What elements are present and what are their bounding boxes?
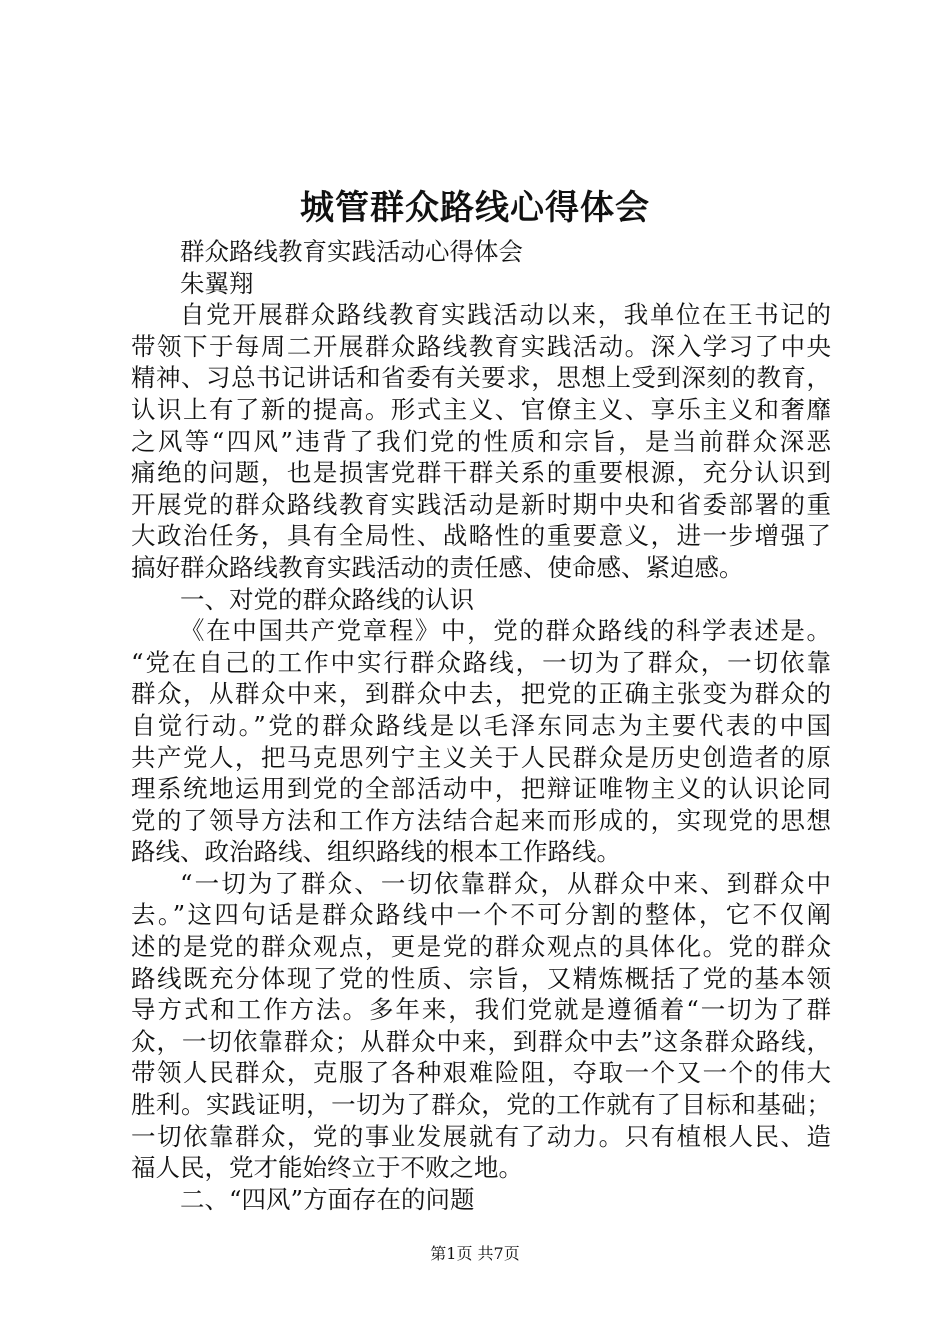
body-text-line: 自觉行动。”党的群众路线是以毛泽东同志为主要代表的中国 bbox=[131, 710, 831, 740]
body-text-line: 述的是党的群众观点，更是党的群众观点的具体化。党的群众 bbox=[131, 932, 831, 962]
body-text-line: 共产党人，把马克思列宁主义关于人民群众是历史创造者的原 bbox=[131, 742, 831, 772]
body-text-line: 带领人民群众，克服了各种艰难险阻，夺取一个又一个的伟大 bbox=[131, 1058, 831, 1088]
body-text-line: 痛绝的问题，也是损害党群干群关系的重要根源，充分认识到 bbox=[131, 458, 831, 488]
body-text-line: 搞好群众路线教育实践活动的责任感、使命感、紧迫感。 bbox=[131, 552, 744, 582]
body-text-line: 朱翼翔 bbox=[180, 268, 254, 298]
body-text-line: 群众，从群众中来，到群众中去，把党的正确主张变为群众的 bbox=[131, 679, 831, 709]
body-text-line: 胜利。实践证明，一切为了群众，党的工作就有了目标和基础； bbox=[131, 1090, 831, 1120]
body-text-line: 群众路线教育实践活动心得体会 bbox=[180, 237, 523, 266]
body-text-line: 路线既充分体现了党的性质、宗旨，又精炼概括了党的基本领 bbox=[131, 963, 831, 993]
body-text-line: 导方式和工作方法。多年来，我们党就是遵循着“一切为了群 bbox=[131, 995, 831, 1025]
body-text-line: 大政治任务，具有全局性、战略性的重要意义，进一步增强了 bbox=[131, 521, 831, 551]
body-text-line: “一切为了群众、一切依靠群众，从群众中来、到群众中 bbox=[180, 868, 831, 898]
body-text-line: 开展党的群众路线教育实践活动是新时期中央和省委部署的重 bbox=[131, 489, 831, 519]
body-text-line: 福人民，党才能始终立于不败之地。 bbox=[131, 1153, 523, 1183]
document-body bbox=[131, 236, 831, 1215]
body-text-line: 理系统地运用到党的全部活动中，把辩证唯物主义的认识论同 bbox=[131, 774, 831, 804]
page-footer: 第1页 共7页 bbox=[430, 1244, 520, 1263]
body-text-line: 去。”这四句话是群众路线中一个不可分割的整体，它不仅阐 bbox=[131, 900, 831, 930]
body-text-line: 带领下于每周二开展群众路线教育实践活动。深入学习了中央 bbox=[131, 331, 831, 361]
body-text-line: 众，一切依靠群众；从群众中来，到群众中去”这条群众路线， bbox=[131, 1026, 831, 1056]
body-text-line: 之风等“四风”违背了我们党的性质和宗旨，是当前群众深恶 bbox=[131, 426, 831, 456]
body-text-line: 一、对党的群众路线的认识 bbox=[180, 584, 474, 614]
body-text-line: 精神、习总书记讲话和省委有关要求，思想上受到深刻的教育， bbox=[131, 363, 831, 393]
body-text-line: 自党开展群众路线教育实践活动以来，我单位在王书记的 bbox=[180, 300, 831, 330]
body-text-line: 路线、政治路线、组织路线的根本工作路线。 bbox=[131, 837, 621, 867]
document-title: 城管群众路线心得体会 bbox=[300, 188, 650, 228]
body-text-line: 党的了领导方法和工作方法结合起来而形成的，实现党的思想 bbox=[131, 805, 831, 835]
body-text-line: “党在自己的工作中实行群众路线，一切为了群众，一切依靠 bbox=[131, 647, 831, 677]
body-text-line: 认识上有了新的提高。形式主义、官僚主义、享乐主义和奢靡 bbox=[131, 394, 831, 424]
body-text-line: 二、“四风”方面存在的问题 bbox=[180, 1184, 475, 1214]
body-text-line: 一切依靠群众，党的事业发展就有了动力。只有植根人民、造 bbox=[131, 1121, 831, 1151]
body-text-line: 《在中国共产党章程》中，党的群众路线的科学表述是。 bbox=[180, 616, 831, 646]
